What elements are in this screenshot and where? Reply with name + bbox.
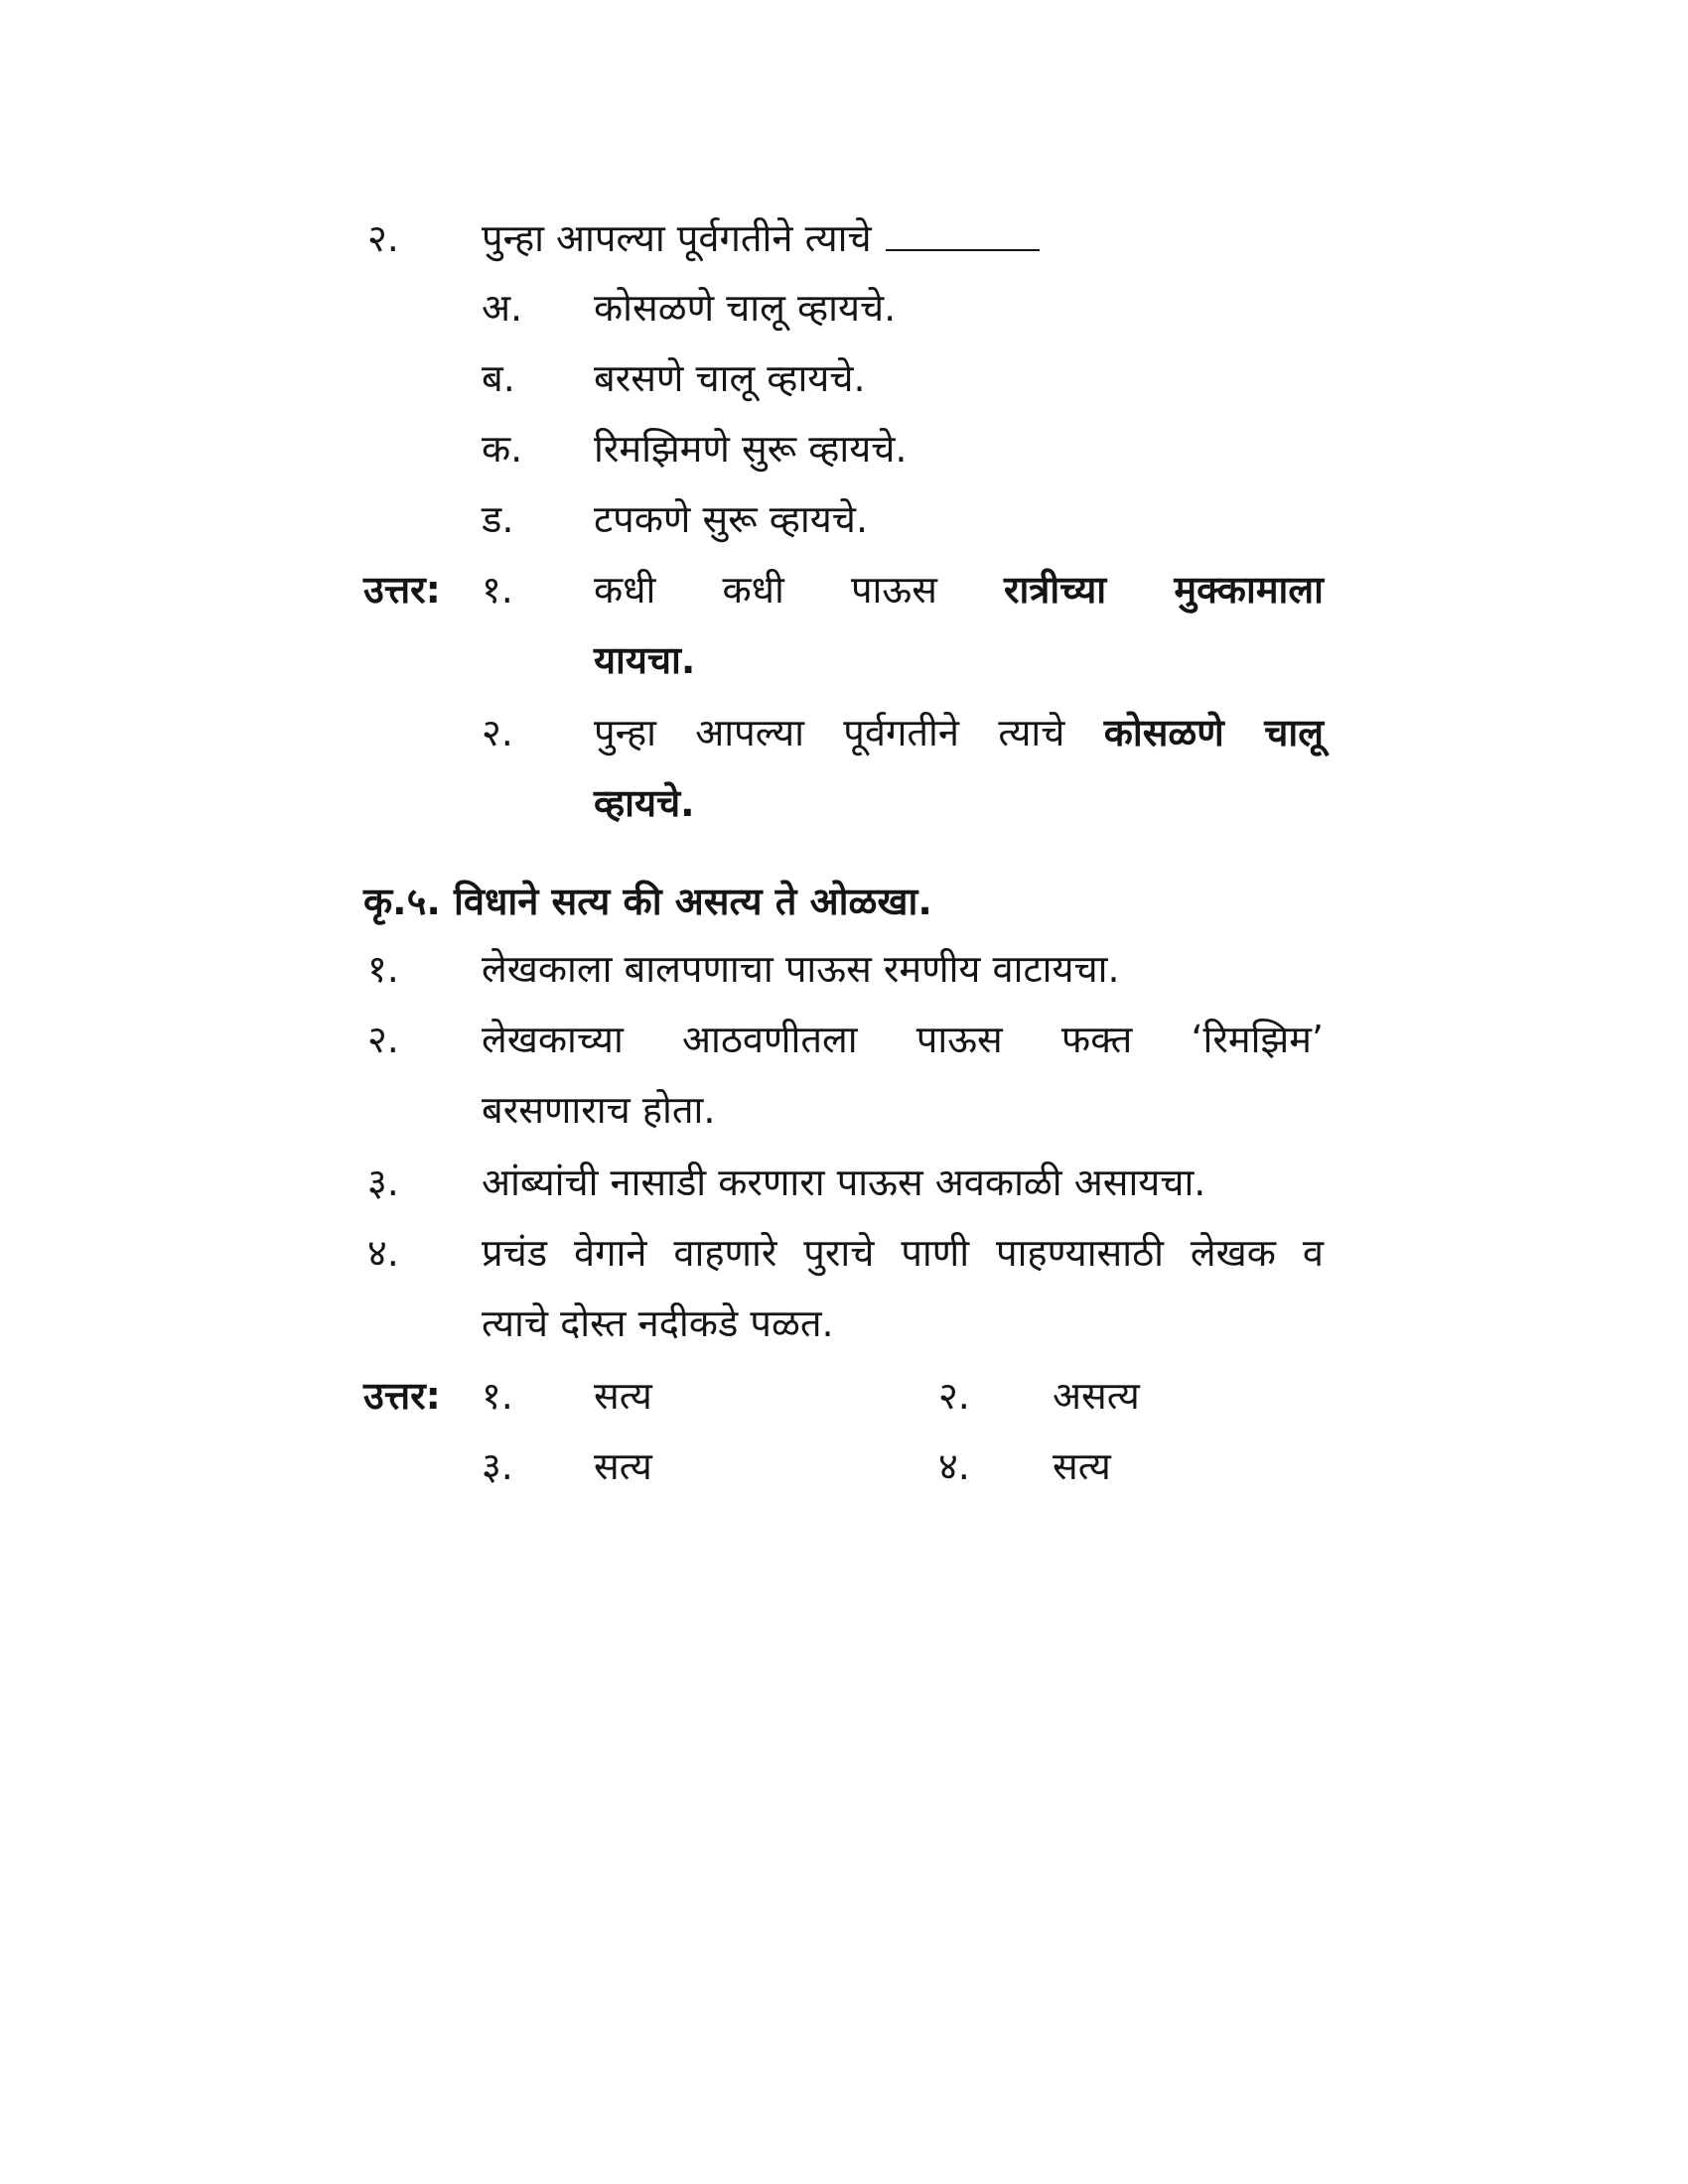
statement-text: प्रचंड वेगाने वाहणारे पुराचे पाणी पाहण्यासाठी लेखक व [482, 1231, 1324, 1275]
statement-number: १. [367, 947, 399, 991]
option-label: ड. [482, 497, 514, 541]
answer-bold-continuation: व्हायचे. [594, 781, 695, 825]
statement-number: ४. [367, 1231, 399, 1275]
answer-value: सत्य [594, 1444, 652, 1488]
question-item-text [482, 210, 1040, 266]
answer-number: ३. [482, 1444, 513, 1488]
answer-bold-text: रात्रीच्या मुक्कामाला [1004, 568, 1324, 612]
statement-number: ३. [367, 1160, 399, 1204]
statement-text-continuation: बरसणाराच होता. [482, 1088, 716, 1132]
statement-text: लेखकाच्या आठवणीतला पाऊस फक्त ‘रिमझिम’ [482, 1018, 1324, 1061]
answer-value: असत्य [1053, 1374, 1140, 1418]
answer-label: उत्तर: [363, 1374, 441, 1418]
option-label: अ. [482, 286, 523, 330]
statement-text: लेखकाला बालपणाचा पाऊस रमणीय वाटायचा. [482, 947, 1120, 991]
answer-number: २. [482, 711, 513, 754]
section-heading: कृ.५. विधाने सत्य की असत्य ते ओळखा. [363, 880, 932, 923]
question-item-text-content: पुन्हा आपल्या पूर्वगतीने त्याचे [482, 216, 872, 260]
option-label: क. [482, 427, 523, 471]
statement-text-continuation: त्याचे दोस्त नदीकडे पळत. [482, 1301, 834, 1345]
answer-plain-text: पुन्हा आपल्या पूर्वगतीने त्याचे [594, 711, 1065, 754]
answer-bold-continuation: यायचा. [594, 638, 696, 682]
answer-plain-text: कधी कधी पाऊस [594, 568, 937, 612]
answer-line [594, 705, 1324, 760]
answer-number: १. [482, 1374, 513, 1418]
statement-number: २. [367, 1018, 399, 1061]
answer-bold-text: कोसळणे चालू [1103, 711, 1324, 754]
question-item-number: २. [367, 216, 399, 260]
answer-number: १. [482, 568, 513, 612]
answer-number: ४. [938, 1444, 970, 1488]
option-label: ब. [482, 356, 515, 400]
answer-value: सत्य [1053, 1444, 1111, 1488]
answer-line [594, 562, 1324, 617]
statement-text: आंब्यांची नासाडी करणारा पाऊस अवकाळी असायचा. [482, 1160, 1206, 1204]
fill-in-blank [886, 211, 1040, 251]
answer-value: सत्य [594, 1374, 652, 1418]
answer-number: २. [938, 1374, 970, 1418]
option-text: टपकणे सुरू व्हायचे. [594, 497, 869, 541]
option-text: बरसणे चालू व्हायचे. [594, 356, 866, 400]
option-text: रिमझिमणे सुरू व्हायचे. [594, 427, 908, 471]
option-text: कोसळणे चालू व्हायचे. [594, 286, 897, 330]
answer-label: उत्तर: [363, 568, 441, 612]
